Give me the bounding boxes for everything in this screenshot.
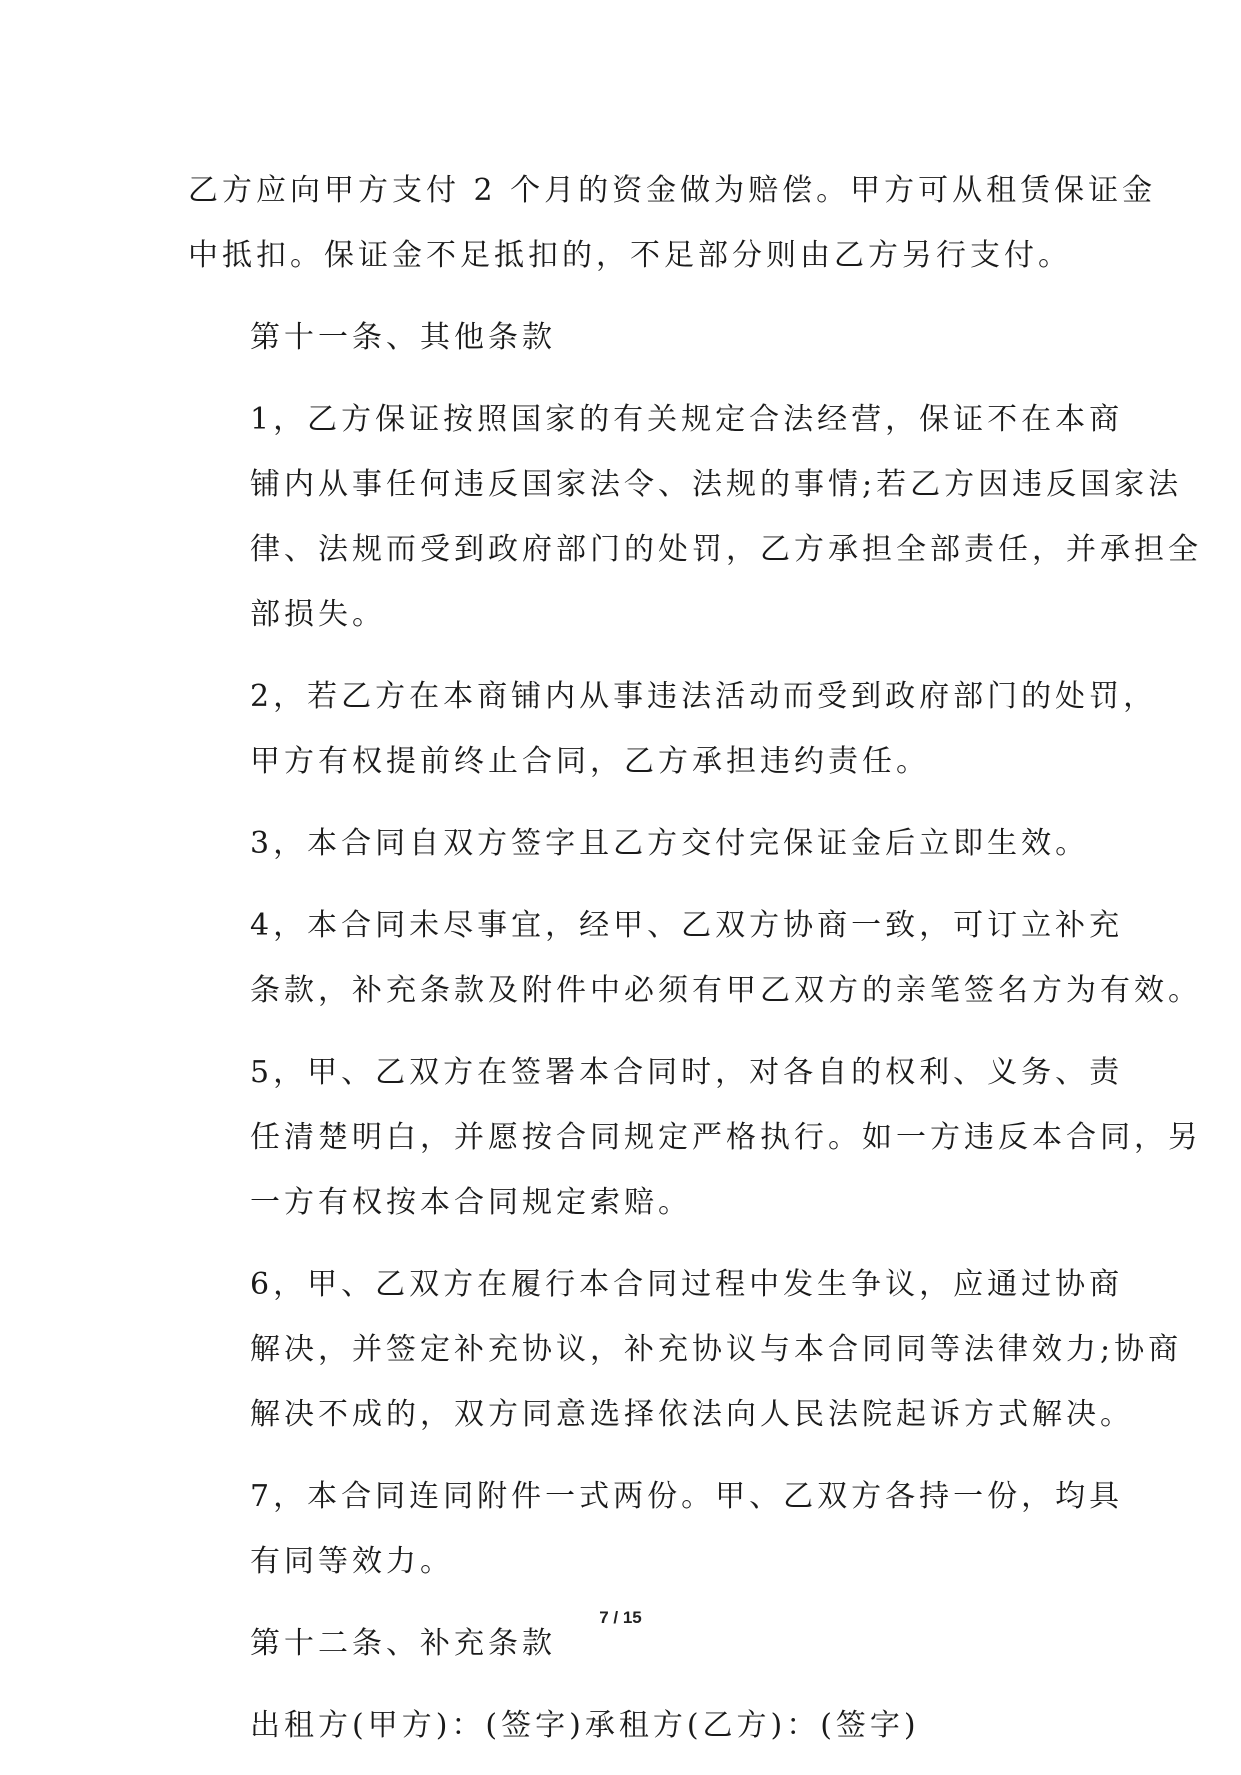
- paragraph-line: 7，本合同连同附件一式两份。甲、乙双方各持一份，均具: [250, 1479, 1124, 1514]
- document-paragraph: [188, 1252, 1183, 1447]
- paragraph-line: 解决，并签定补充协议，补充协议与本合同同等法律效力;协商: [250, 1332, 1183, 1367]
- document-paragraph: [188, 305, 1058, 370]
- document-paragraph: [188, 158, 1157, 288]
- paragraph-line: 甲方有权提前终止合同，乙方承担违约责任。: [250, 744, 930, 779]
- document-paragraph: [188, 664, 1158, 794]
- paragraph-line: 一方有权按本合同规定索赔。: [250, 1185, 692, 1220]
- document-paragraph: [188, 893, 1202, 1023]
- paragraph-line: 4，本合同未尽事宜，经甲、乙双方协商一致，可订立补充: [250, 908, 1124, 943]
- paragraph-line: 乙方应向甲方支付 2 个月的资金做为赔偿。甲方可从租赁保证金: [188, 173, 1157, 208]
- document-paragraph: [188, 811, 1090, 876]
- document-paragraph: [188, 387, 1202, 647]
- paragraph-line: 铺内从事任何违反国家法令、法规的事情;若乙方因违反国家法: [250, 467, 1183, 502]
- page-number: 7 / 15: [599, 1608, 642, 1627]
- paragraph-line: 第十一条、其他条款: [250, 320, 556, 355]
- document-paragraph: [188, 1693, 1058, 1758]
- paragraph-line: 条款，补充条款及附件中必须有甲乙双方的亲笔签名方为有效。: [250, 973, 1202, 1008]
- paragraph-line: 律、法规而受到政府部门的处罚，乙方承担全部责任，并承担全: [250, 532, 1202, 567]
- paragraph-line: 2，若乙方在本商铺内从事违法活动而受到政府部门的处罚，: [250, 679, 1158, 714]
- paragraph-line: 有同等效力。: [250, 1544, 454, 1579]
- paragraph-line: 中抵扣。保证金不足抵扣的，不足部分则由乙方另行支付。: [188, 238, 1072, 273]
- paragraph-line: 出租方(甲方)：(签字)承租方(乙方)：(签字): [250, 1708, 920, 1743]
- document-paragraph: [188, 1464, 1124, 1594]
- paragraph-line: 部损失。: [250, 597, 386, 632]
- paragraph-line: 6，甲、乙双方在履行本合同过程中发生争议，应通过协商: [250, 1267, 1124, 1302]
- paragraph-line: 任清楚明白，并愿按合同规定严格执行。如一方违反本合同，另: [250, 1120, 1202, 1155]
- paragraph-line: 5，甲、乙双方在签署本合同时，对各自的权利、义务、责: [250, 1055, 1124, 1090]
- paragraph-line: 3，本合同自双方签字且乙方交付完保证金后立即生效。: [250, 826, 1090, 861]
- document-paragraph: [188, 1040, 1202, 1235]
- document-body: [188, 158, 1202, 1775]
- paragraph-line: 第十二条、补充条款: [250, 1626, 556, 1661]
- paragraph-line: 1，乙方保证按照国家的有关规定合法经营，保证不在本商: [250, 402, 1124, 437]
- paragraph-line: 解决不成的，双方同意选择依法向人民法院起诉方式解决。: [250, 1397, 1134, 1432]
